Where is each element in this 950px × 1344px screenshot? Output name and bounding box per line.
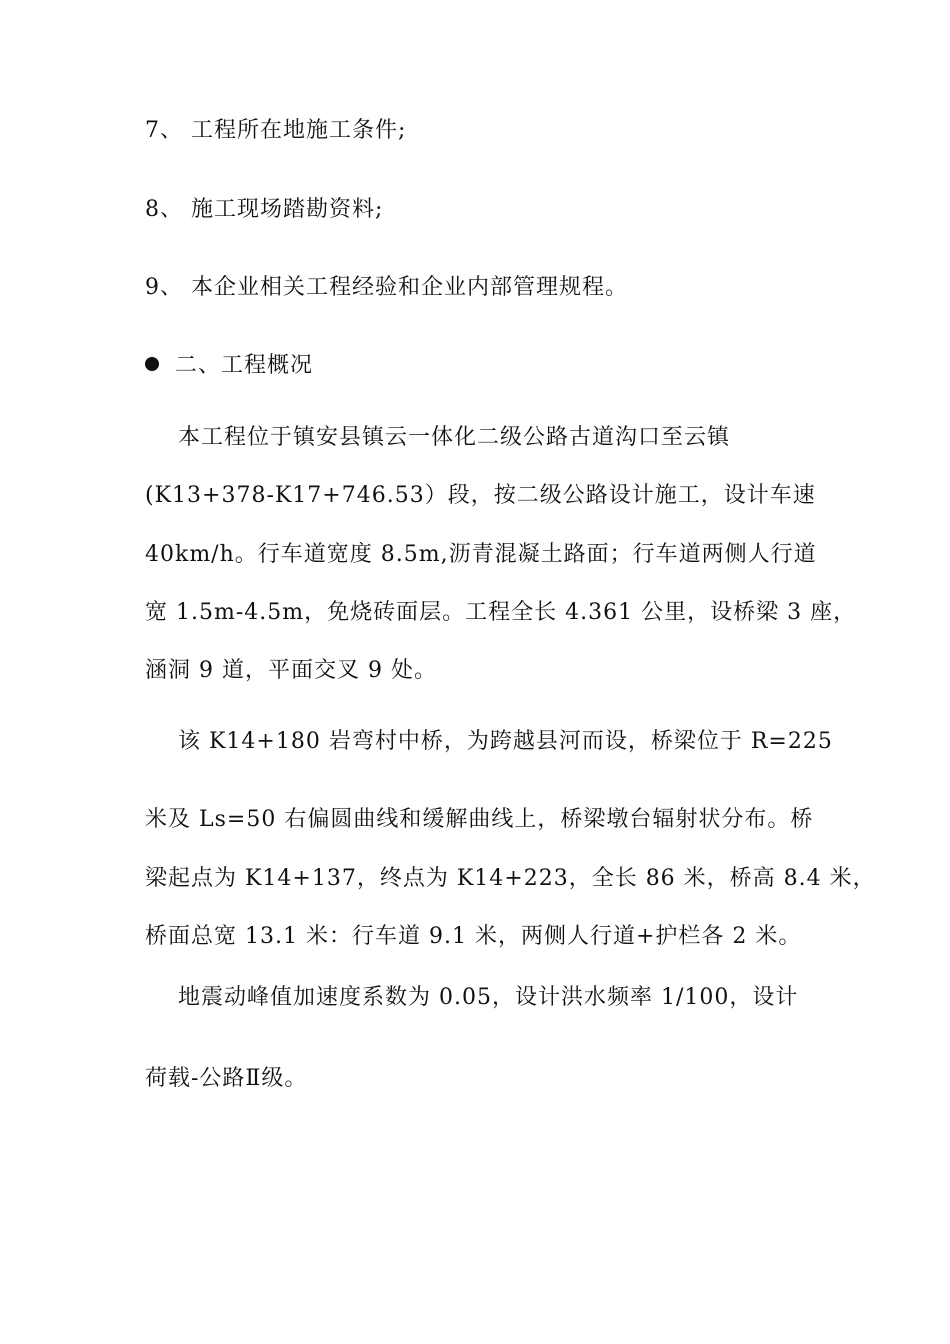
list-item-9 <box>145 273 628 303</box>
paragraph1-line: (K13+378-K17+746.53）段，按二级公路设计施工，设计车速 <box>145 483 816 508</box>
paragraph1-line: 涵洞 9 道，平面交叉 9 处。 <box>145 658 437 683</box>
paragraph2-line: 米及 Ls=50 右偏圆曲线和缓解曲线上，桥梁墩台辐射状分布。桥 <box>145 807 814 832</box>
list-text: 本企业相关工程经验和企业内部管理规程。 <box>191 275 629 300</box>
paragraph1-line: 本工程位于镇安县镇云一体化二级公路古道沟口至云镇 <box>178 425 731 450</box>
paragraph2-line: 该 K14+180 岩弯村中桥，为跨越县河而设，桥梁位于 R=225 <box>178 729 833 754</box>
list-item-7 <box>145 116 406 146</box>
list-number: 7、 <box>145 118 183 143</box>
list-item-8 <box>145 195 383 225</box>
paragraph1-line: 宽 1.5m-4.5m，免烧砖面层。工程全长 4.361 公里，设桥梁 3 座， <box>145 600 857 625</box>
paragraph2-line: 梁起点为 K14+137，终点为 K14+223，全长 86 米，桥高 8.4 米， <box>145 866 876 891</box>
list-number: 9、 <box>145 275 183 300</box>
section-heading-text: 二、工程概况 <box>175 353 314 378</box>
list-text: 施工现场踏勘资料; <box>191 197 384 222</box>
paragraph3-line: 荷载-公路Ⅱ级。 <box>145 1066 308 1091</box>
paragraph3-line: 地震动峰值加速度系数为 0.05，设计洪水频率 1/100，设计 <box>178 985 799 1010</box>
section-heading <box>145 351 313 381</box>
list-text: 工程所在地施工条件; <box>191 118 407 143</box>
list-number: 8、 <box>145 197 183 222</box>
bullet-icon <box>145 357 159 371</box>
paragraph1-line: 40km/h。行车道宽度 8.5m,沥青混凝土路面；行车道两侧人行道 <box>145 542 817 567</box>
paragraph2-line: 桥面总宽 13.1 米：行车道 9.1 米，两侧人行道+护栏各 2 米。 <box>145 924 802 949</box>
